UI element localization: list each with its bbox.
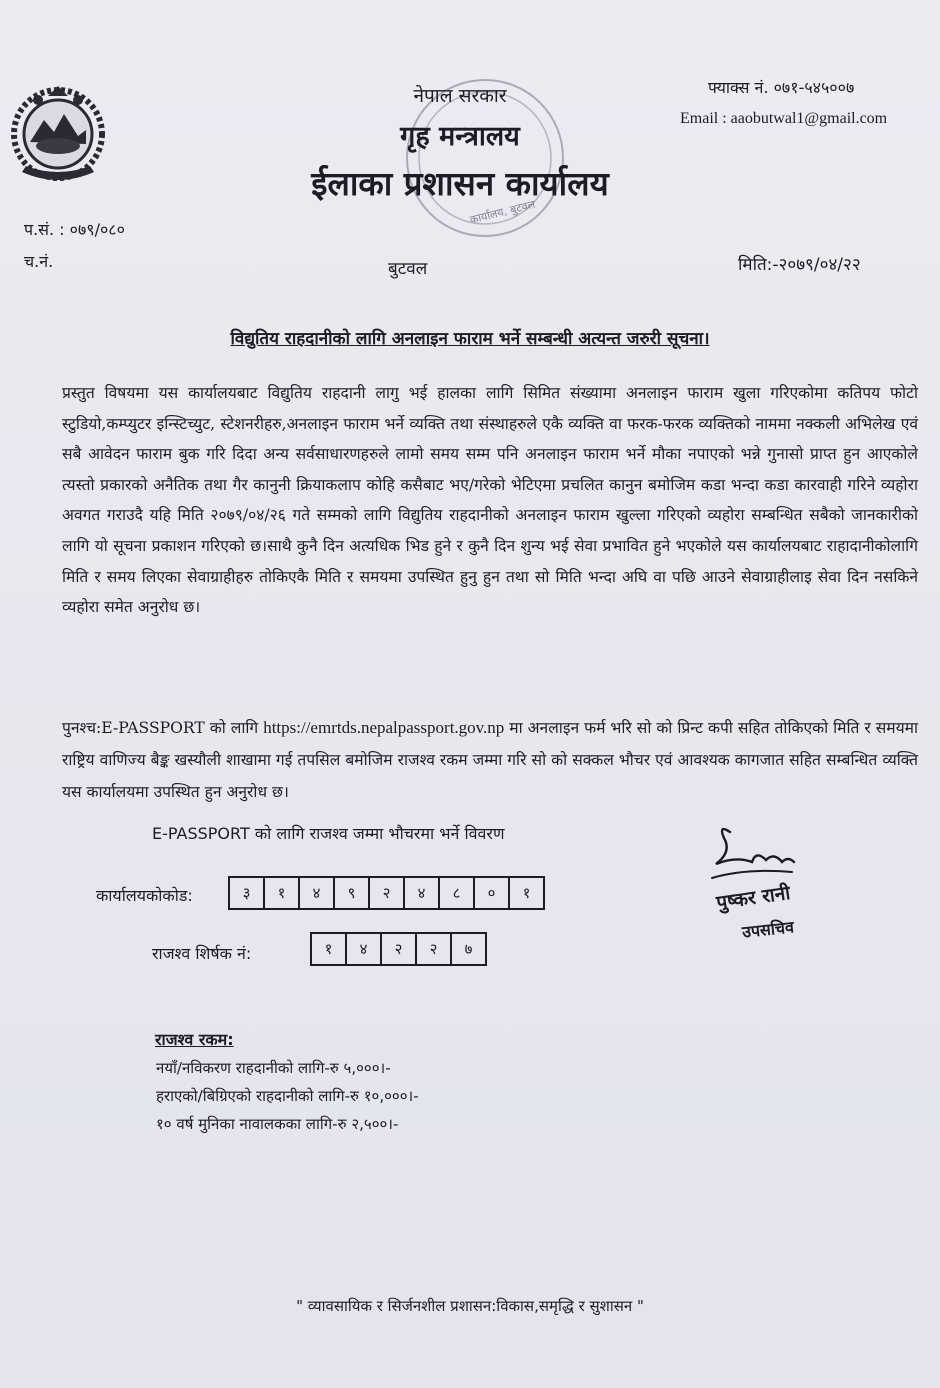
svg-text:कार्यालय, बुटवल: कार्यालय, बुटवल xyxy=(468,197,537,227)
office-code-digit: १ xyxy=(509,877,544,909)
office-code-digit: ८ xyxy=(439,877,474,909)
revenue-head-digit: २ xyxy=(381,933,416,965)
notice-date: मिति:-२०७९/०४/२२ xyxy=(738,255,861,275)
revenue-head-boxes xyxy=(310,932,487,966)
office-code-boxes xyxy=(228,876,545,910)
voucher-title: E-PASSPORT को लागि राजश्व जम्मा भौचरमा भर्ने विवरण xyxy=(152,824,505,843)
postscript-lead: पुनश्च:E-PASSPORT को लागि xyxy=(62,719,259,737)
office-code-label: कार्यालयकोकोड: xyxy=(96,886,193,905)
revenue-head-digit: १ xyxy=(311,933,346,965)
email-address: Email : aaobutwal1@gmail.com xyxy=(680,110,888,127)
signatory-name: पुष्कर रानी xyxy=(714,881,792,915)
reference-number: प.सं. : ०७९/०८० xyxy=(24,220,125,239)
revenue-amount-heading: राजश्व रकम: xyxy=(155,1030,234,1049)
notice-subject xyxy=(0,326,940,349)
office-code-digit: ९ xyxy=(334,877,369,909)
office-code-digit: ४ xyxy=(404,877,439,909)
office-code-digit: २ xyxy=(369,877,404,909)
office-code-digit: ४ xyxy=(299,877,334,909)
dispatch-number: च.नं. xyxy=(24,252,54,271)
signatory-title: उपसचिव xyxy=(741,917,795,942)
government-line: नेपाल सरकार xyxy=(413,85,507,107)
office-city: बुटवल xyxy=(388,259,428,279)
office-code-digit: ० xyxy=(474,877,509,909)
notice-paragraph-1: प्रस्तुत विषयमा यस कार्यालयबाट विद्युतिय राहदानी लागु भई हालका लागि सिमित संख्यामा अनलाइन फाराम खुला गरिएकोमा कतिपय फोटो स्टुडियो,कम्प्युटर इन्स्टिच्युट, स्टेशनरीहरु,अनलाइन फाराम भर्ने व्यक्ति तथा संस्थाहरुले एकै व्यक्ति वा फरक-फरक व्यक्तिको नाममा नक्कली अभिलेख एवं सबै आवेदन फाराम बुक गरि दिदा अन्य सर्वसाधारणहरुले लामो समय सम्म पनि अनलाइन फाराम भर्ने मौका नपाएको भन्ने गुनासो प्राप्त हुन आएकोले त्यस्तो प्रकारको अनैतिक तथा गैर कानुनी क्रियाकलाप कोहि कसैबाट भए/गरेको भेटिएमा प्रचलित कानुन बमोजिम कडा भन्दा कडा कारवाही गरिने व्यहोरा अवगत गराउदै यहि मिति २०७९/०४/२६ गते सम्मको लागि विद्युतिय राहदानीको अनलाइन फाराम खुल्ला गरिएको व्यहोरा सम्बन्धित सबैको जानकारीको लागि यो सूचना प्रकाशन गरिएको छ।साथै कुनै दिन अत्यधिक भिड हुने र कुनै दिन शुन्य भई सेवा प्रभावित हुने भएकोले यस कार्यालयबाट राहादानीकोलागि मिति र समय लिएका सेवाग्राहीहरु तोकिएकै मिति र समयमा उपस्थित हुनु हुन तथा सो मिति भन्दा अघि वा पछि आउने सेवाग्राहीलाइ सेवा दिन नसकिने व्यहोरा समेत अनुरोध छ। xyxy=(62,384,918,617)
revenue-head-digit: ७ xyxy=(451,933,486,965)
office-name: ईलाका प्रशासन कार्यालय xyxy=(311,164,609,203)
fax-number: फ्याक्स नं. ०७१-५४५००७ xyxy=(708,78,855,97)
revenue-head-digit: २ xyxy=(416,933,451,965)
footer-motto: " व्यावसायिक र सिर्जनशील प्रशासन:विकास,समृद्धि र सुशासन " xyxy=(296,1297,644,1315)
office-code-digit: ३ xyxy=(229,877,264,909)
postscript-rest: मा अनलाइन फर्म भरि सो को प्रिन्ट कपी सहित तोकिएको मिति र समयमा राष्ट्रिय वाणिज्य बैङ्क खस्यौली शाखामा गई तपसिल बमोजिम राजश्व रकम जम्मा गरि सो को सक्कल भौचर एवं आवश्यक कागजात सहित सम्बन्धित व्यक्ति यस कार्यालयमा उपस्थित हुन अनुरोध छ। xyxy=(62,719,918,801)
office-code-digit: १ xyxy=(264,877,299,909)
fee-item: हराएको/बिग्रिएको राहदानीको लागि-रु १०,०००।- xyxy=(156,1087,419,1105)
notice-subject-text: विद्युतिय राहदानीको लागि अनलाइन फाराम भर्ने सम्बन्धी अत्यन्त जरुरी सूचना। xyxy=(230,329,710,349)
notice-paragraph-2 xyxy=(62,712,918,808)
revenue-head-label: राजश्व शिर्षक नं: xyxy=(152,944,252,963)
revenue-head-digit: ४ xyxy=(346,933,381,965)
ministry-name: गृह मन्त्रालय xyxy=(400,121,520,152)
fee-item: नयाँ/नविकरण राहदानीको लागि-रु ५,०००।- xyxy=(156,1059,391,1077)
fee-item: १० वर्ष मुनिका नावालकका लागि-रु २,५००।- xyxy=(156,1115,399,1133)
passport-url-link[interactable]: https://emrtds.nepalpassport.gov.np xyxy=(263,718,505,737)
